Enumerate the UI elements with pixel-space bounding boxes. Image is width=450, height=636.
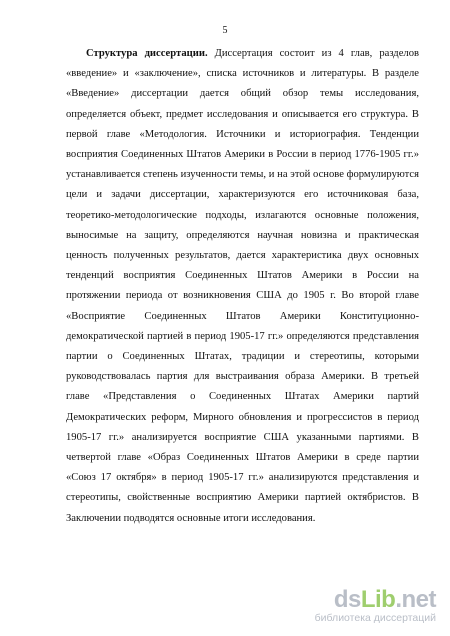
paragraph-text: Диссертация состоит из 4 глав, разделов «введение» и «заключение», списка источников и литературы. В разделе «Введение» диссертации дается общий обзор темы исследования, определяется объект, предмет исследования и описывается его структура. В первой главе «Методология. Источники и историография. Тенденции восприятия Соединенных Штатов Америки в России в период 1776-1905 гг.» устанавливается степень изученности темы, и на этой основе формулируются цели и задачи диссертации, характеризуются его источниковая база, теоретико-методологические подходы, излагаются основные положения, выносимые на защиту, определяются научная новизна и практическая ценность полученных результатов, дается характеристика двух основных тенденций восприятия Соединенных Штатов Америки в России на протяжении периода от возникновения США до 1905 г. Во второй главе «Восприятие Соединенных Штатов Америки Конституционно-демократической партией в период 1905-17 гг.» определяются представления партии о Соединенных Штатах, традиции и стереотипы, которыми руководствовалась партия для выстраивания образа Америки. В третьей главе «Представления о Соединенных Штатах Америки партий Демократических реформ, Мирного обновления и прогрессистов в период 1905-17 гг.» анализируется восприятие США указанными партиями. В четвертой главе «Образ Соединенных Штатов Америки в среде партии «Союз 17 октября» в период 1905-17 гг.» анализируются представления и стереотипы, свойственные восприятию Америки партией октябристов. В Заключении подводятся основные итоги исследования. bbox=[66, 48, 419, 524]
body-paragraph bbox=[66, 44, 419, 529]
watermark-subtitle: библиотека диссертаций bbox=[314, 612, 436, 624]
watermark-logo-ds: ds bbox=[333, 586, 361, 613]
site-watermark bbox=[286, 588, 436, 626]
watermark-logo-net: .net bbox=[395, 586, 436, 613]
section-heading: Структура диссертации. bbox=[86, 48, 208, 59]
watermark-logo-lib: Lib bbox=[360, 586, 396, 613]
watermark-logo bbox=[334, 588, 436, 612]
page-number: 5 bbox=[222, 25, 228, 36]
